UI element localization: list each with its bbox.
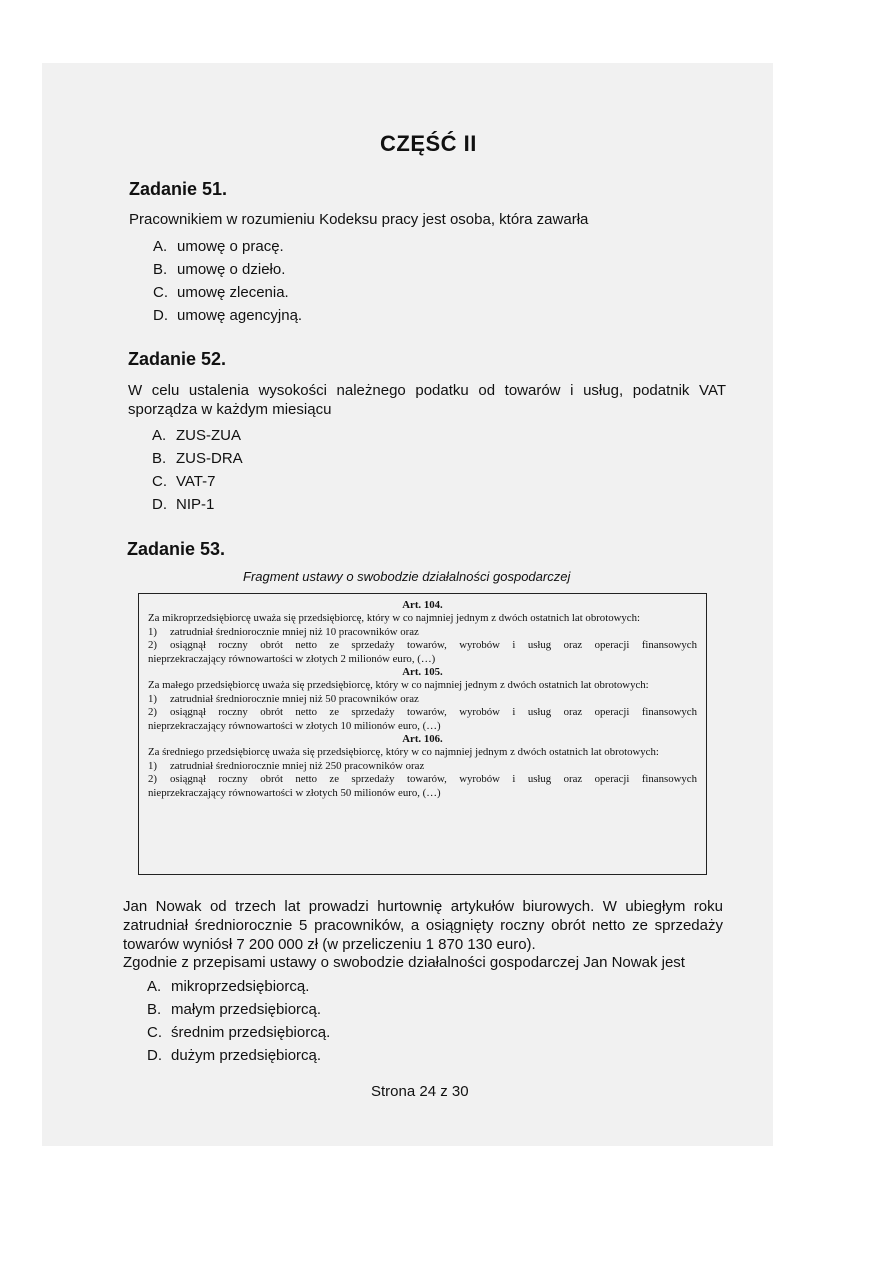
article-item-2-continuation: nieprzekraczający równowartości w złotych 50 milionów euro, (…)	[148, 786, 441, 799]
task-53-options	[147, 975, 330, 1067]
article-item-1: 1) zatrudniał średniorocznie mniej niż 50 pracowników oraz	[148, 692, 419, 705]
task-51-question: Pracownikiem w rozumieniu Kodeksu pracy jest osoba, która zawarła	[129, 211, 589, 228]
article-heading: Art. 106.	[402, 733, 443, 746]
article-item-2: 2) osiągnął roczny obrót netto ze sprzedaży towarów, wyrobów i usług oraz operacji finansowych	[148, 773, 697, 786]
task-52-options	[152, 424, 243, 516]
law-fragment-caption: Fragment ustawy o swobodzie działalności gospodarczej	[243, 569, 571, 584]
law-fragment-box	[138, 593, 707, 875]
article-item-1: 1) zatrudniał średniorocznie mniej niż 10 pracowników oraz	[148, 625, 419, 638]
option-b: B. ZUS-DRA	[152, 450, 243, 467]
option-a: A. umowę o pracę.	[153, 238, 284, 255]
page-number: Strona 24 z 30	[371, 1083, 469, 1100]
task-51-title: Zadanie 51.	[129, 179, 228, 199]
option-c: C. średnim przedsiębiorcą.	[147, 1024, 331, 1041]
option-c: C. VAT-7	[152, 473, 216, 490]
option-a: A. mikroprzedsiębiorcą.	[147, 978, 310, 995]
article-item-2: 2) osiągnął roczny obrót netto ze sprzedaży towarów, wyrobów i usług oraz operacji finansowych	[148, 706, 697, 719]
option-c: C. umowę zlecenia.	[153, 284, 289, 301]
article-heading: Art. 105.	[402, 666, 443, 679]
task-51-options	[153, 235, 302, 327]
article-item-1: 1) zatrudniał średniorocznie mniej niż 250 pracowników oraz	[148, 759, 425, 772]
part-title: CZĘŚĆ II	[380, 131, 477, 156]
article-item-2-continuation: nieprzekraczający równowartości w złotych 2 milionów euro, (…)	[148, 652, 436, 665]
article-intro: Za mikroprzedsiębiorcę uważa się przedsiębiorcę, który w co najmniej jednym z dwóch ostatnich lat obrotowych:	[148, 612, 640, 625]
option-d: D. NIP-1	[152, 496, 215, 513]
article-intro: Za małego przedsiębiorcę uważa się przedsiębiorcę, który w co najmniej jednym z dwóch ostatnich lat obrotowych:	[148, 679, 649, 692]
option-b: B. małym przedsiębiorcą.	[147, 1001, 322, 1018]
option-d: D. dużym przedsiębiorcą.	[147, 1047, 322, 1064]
article-item-2-continuation: nieprzekraczający równowartości w złotych 10 milionów euro, (…)	[148, 719, 441, 732]
task-53-scenario: Jan Nowak od trzech lat prowadzi hurtownię artykułów biurowych. W ubiegłym roku zatrudniał średniorocznie 5 pracowników, a osiągnięty roczny obrót netto ze sprzedaży towarów wyniósł 7 200 000 zł (w przeliczeniu 1 870 130 euro).	[123, 898, 723, 953]
option-d: D. umowę agencyjną.	[153, 307, 303, 324]
task-53-title: Zadanie 53.	[127, 539, 226, 559]
task-53-question: Zgodnie z przepisami ustawy o swobodzie działalności gospodarczej Jan Nowak jest	[123, 954, 685, 971]
article-heading: Art. 104.	[402, 599, 443, 611]
option-b: B. umowę o dzieło.	[153, 261, 286, 278]
option-a: A. ZUS-ZUA	[152, 427, 241, 444]
article-intro: Za średniego przedsiębiorcę uważa się przedsiębiorcę, który w co najmniej jednym z dwóch ostatnich lat obrotowych:	[148, 746, 659, 759]
task-52-question: W celu ustalenia wysokości należnego podatku od towarów i usług, podatnik VAT sporządza w każdym miesiącu	[128, 382, 726, 418]
article-item-2: 2) osiągnął roczny obrót netto ze sprzedaży towarów, wyrobów i usług oraz operacji finansowych	[148, 639, 697, 652]
task-52-title: Zadanie 52.	[128, 349, 227, 369]
